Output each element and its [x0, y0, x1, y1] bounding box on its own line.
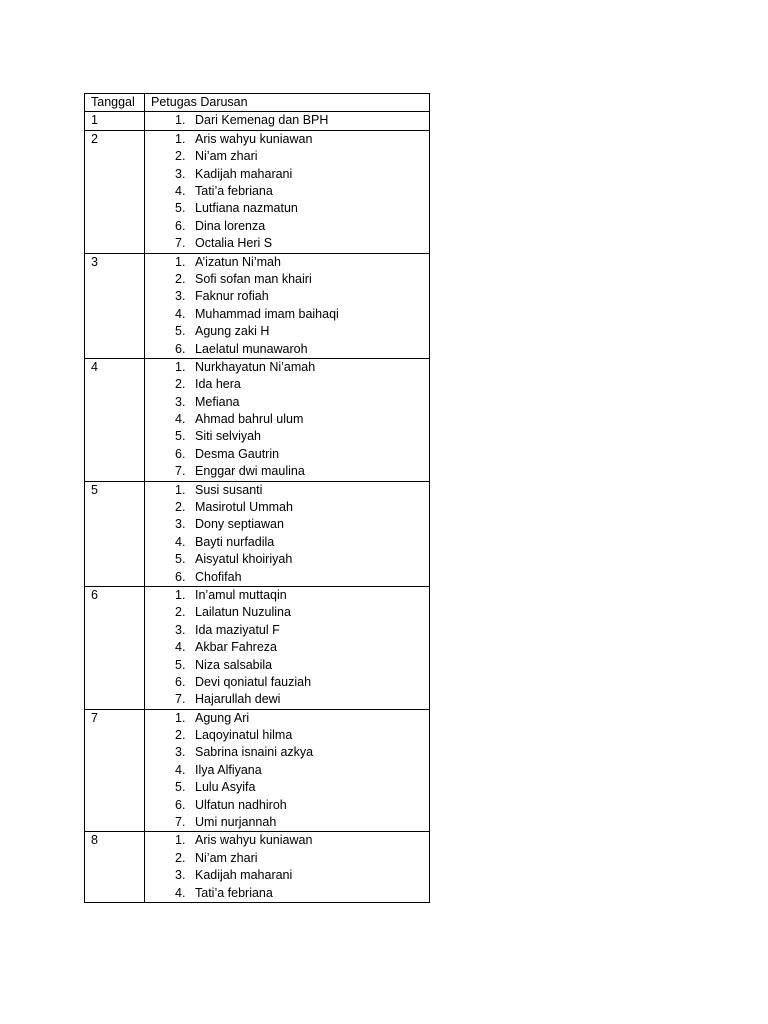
list-item: [151, 341, 429, 358]
officer-name: Agung zaki H: [195, 324, 270, 339]
list-number: 6.: [175, 797, 186, 812]
officer-name: Masirotul Ummah: [195, 500, 293, 515]
darusan-schedule-table: [84, 93, 430, 903]
list-item: [151, 235, 429, 252]
list-item: [151, 359, 429, 376]
officer-name: Laelatul munawaroh: [195, 341, 308, 356]
officer-name: Nurkhayatun Ni’amah: [195, 359, 316, 374]
list-item: [151, 779, 429, 796]
list-item: [151, 622, 429, 639]
table-row: [85, 832, 430, 903]
list-number: 3.: [175, 289, 186, 304]
list-item: [151, 710, 429, 727]
list-item: [151, 850, 429, 867]
list-item: [151, 499, 429, 516]
list-number: 5.: [175, 552, 186, 567]
table-row: [85, 586, 430, 709]
list-item: [151, 674, 429, 691]
officer-name: Kadijah maharani: [195, 166, 293, 181]
list-number: 7.: [175, 236, 186, 251]
officer-name: Hajarullah dewi: [195, 692, 281, 707]
list-number: 6.: [175, 569, 186, 584]
officer-list: [151, 832, 429, 902]
list-number: 4.: [175, 885, 186, 900]
date-cell: 4: [85, 358, 145, 481]
list-number: 7.: [175, 692, 186, 707]
officer-name: Ulfatun nadhiroh: [195, 797, 287, 812]
list-item: [151, 727, 429, 744]
header-officers: Petugas Darusan: [145, 94, 430, 112]
officer-name: Aisyatul khoiriyah: [195, 552, 293, 567]
list-item: [151, 446, 429, 463]
table-row: [85, 130, 430, 253]
list-item: [151, 885, 429, 902]
list-item: [151, 832, 429, 849]
officer-name: Ida hera: [195, 377, 241, 392]
list-number: 1.: [175, 254, 186, 269]
date-cell: 7: [85, 709, 145, 832]
list-number: 4.: [175, 306, 186, 321]
officer-name: Tati’a febriana: [195, 183, 273, 198]
list-item: [151, 797, 429, 814]
list-number: 6.: [175, 674, 186, 689]
list-number: 4.: [175, 183, 186, 198]
list-item: [151, 867, 429, 884]
officer-name: Ilya Alfiyana: [195, 762, 262, 777]
officer-name: Muhammad imam baihaqi: [195, 306, 339, 321]
officers-cell: [145, 481, 430, 586]
list-item: [151, 604, 429, 621]
list-number: 3.: [175, 745, 186, 760]
list-number: 6.: [175, 341, 186, 356]
list-number: 1.: [175, 833, 186, 848]
date-cell: 1: [85, 112, 145, 130]
list-item: [151, 376, 429, 393]
officer-name: Desma Gautrin: [195, 446, 280, 461]
list-number: 1.: [175, 113, 186, 128]
officer-name: Ahmad bahrul ulum: [195, 412, 304, 427]
officer-list: [151, 587, 429, 709]
list-item: [151, 200, 429, 217]
list-number: 1.: [175, 482, 186, 497]
list-number: 7.: [175, 464, 186, 479]
list-item: [151, 166, 429, 183]
officer-name: Agung Ari: [195, 710, 250, 725]
list-item: [151, 516, 429, 533]
table-row: [85, 112, 430, 130]
list-item: [151, 323, 429, 340]
officer-name: Bayti nurfadila: [195, 534, 275, 549]
list-item: [151, 657, 429, 674]
officer-name: Akbar Fahreza: [195, 640, 277, 655]
officer-list: [151, 359, 429, 481]
list-number: 1.: [175, 587, 186, 602]
list-number: 4.: [175, 412, 186, 427]
officer-name: Ida maziyatul F: [195, 622, 280, 637]
list-number: 4.: [175, 762, 186, 777]
list-number: 5.: [175, 324, 186, 339]
list-number: 3.: [175, 394, 186, 409]
list-item: [151, 551, 429, 568]
list-number: 3.: [175, 622, 186, 637]
list-number: 5.: [175, 201, 186, 216]
list-number: 2.: [175, 605, 186, 620]
list-number: 5.: [175, 429, 186, 444]
officer-list: [151, 112, 429, 129]
list-item: [151, 254, 429, 271]
list-number: 5.: [175, 780, 186, 795]
officer-name: Kadijah maharani: [195, 868, 293, 883]
officer-list: [151, 254, 429, 358]
officer-list: [151, 710, 429, 832]
list-number: 4.: [175, 534, 186, 549]
officer-name: Sabrina isnaini azkya: [195, 745, 314, 760]
list-item: [151, 534, 429, 551]
officer-name: Dina lorenza: [195, 218, 266, 233]
officer-list: [151, 131, 429, 253]
list-item: [151, 218, 429, 235]
list-number: 2.: [175, 377, 186, 392]
list-item: [151, 569, 429, 586]
officer-name: Chofifah: [195, 569, 242, 584]
list-item: [151, 814, 429, 831]
list-item: [151, 691, 429, 708]
list-number: 5.: [175, 657, 186, 672]
table-row: [85, 709, 430, 832]
list-item: [151, 587, 429, 604]
officer-name: Susi susanti: [195, 482, 263, 497]
officer-name: Ni’am zhari: [195, 850, 258, 865]
officers-cell: [145, 586, 430, 709]
officer-name: Devi qoniatul fauziah: [195, 674, 312, 689]
officer-name: Mefiana: [195, 394, 240, 409]
table-row: [85, 481, 430, 586]
list-item: [151, 394, 429, 411]
officer-list: [151, 482, 429, 586]
date-cell: 2: [85, 130, 145, 253]
officers-cell: [145, 358, 430, 481]
list-number: 2.: [175, 850, 186, 865]
officer-name: Aris wahyu kuniawan: [195, 131, 313, 146]
officer-name: Tati’a febriana: [195, 885, 273, 900]
list-item: [151, 148, 429, 165]
list-item: [151, 744, 429, 761]
officer-name: Niza salsabila: [195, 657, 273, 672]
list-item: [151, 271, 429, 288]
list-number: 2.: [175, 271, 186, 286]
officer-name: Faknur rofiah: [195, 289, 269, 304]
date-cell: 3: [85, 253, 145, 358]
list-item: [151, 131, 429, 148]
officer-name: Dari Kemenag dan BPH: [195, 113, 329, 128]
list-item: [151, 288, 429, 305]
list-number: 1.: [175, 359, 186, 374]
header-date: Tanggal: [85, 94, 145, 112]
table-header-row: [85, 94, 430, 112]
table-row: [85, 253, 430, 358]
officers-cell: [145, 130, 430, 253]
officer-name: Sofi sofan man khairi: [195, 271, 312, 286]
list-item: [151, 428, 429, 445]
list-item: [151, 463, 429, 480]
officers-cell: [145, 253, 430, 358]
list-number: 2.: [175, 149, 186, 164]
list-number: 1.: [175, 710, 186, 725]
list-number: 6.: [175, 218, 186, 233]
officers-cell: [145, 709, 430, 832]
list-item: [151, 112, 429, 129]
table-row: [85, 358, 430, 481]
officer-name: Lulu Asyifa: [195, 780, 256, 795]
officer-name: Umi nurjannah: [195, 815, 277, 830]
list-number: 3.: [175, 868, 186, 883]
list-number: 2.: [175, 728, 186, 743]
officer-name: Enggar dwi maulina: [195, 464, 305, 479]
officers-cell: [145, 832, 430, 903]
officer-name: Ni’am zhari: [195, 149, 258, 164]
officer-name: Dony septiawan: [195, 517, 284, 532]
date-cell: 5: [85, 481, 145, 586]
list-item: [151, 639, 429, 656]
list-number: 6.: [175, 446, 186, 461]
officer-name: Aris wahyu kuniawan: [195, 833, 313, 848]
list-number: 2.: [175, 500, 186, 515]
list-item: [151, 762, 429, 779]
officer-name: A’izatun Ni’mah: [195, 254, 281, 269]
officer-name: In’amul muttaqin: [195, 587, 287, 602]
list-item: [151, 183, 429, 200]
officers-cell: [145, 112, 430, 130]
list-number: 1.: [175, 131, 186, 146]
date-cell: 6: [85, 586, 145, 709]
officer-name: Lutfiana nazmatun: [195, 201, 298, 216]
list-number: 7.: [175, 815, 186, 830]
officer-name: Siti selviyah: [195, 429, 261, 444]
officer-name: Octalia Heri S: [195, 236, 273, 251]
list-item: [151, 482, 429, 499]
date-cell: 8: [85, 832, 145, 903]
list-number: 4.: [175, 640, 186, 655]
list-item: [151, 306, 429, 323]
list-number: 3.: [175, 166, 186, 181]
list-number: 3.: [175, 517, 186, 532]
officer-name: Laqoyinatul hilma: [195, 728, 293, 743]
officer-name: Lailatun Nuzulina: [195, 605, 291, 620]
table-body: [85, 112, 430, 903]
list-item: [151, 411, 429, 428]
